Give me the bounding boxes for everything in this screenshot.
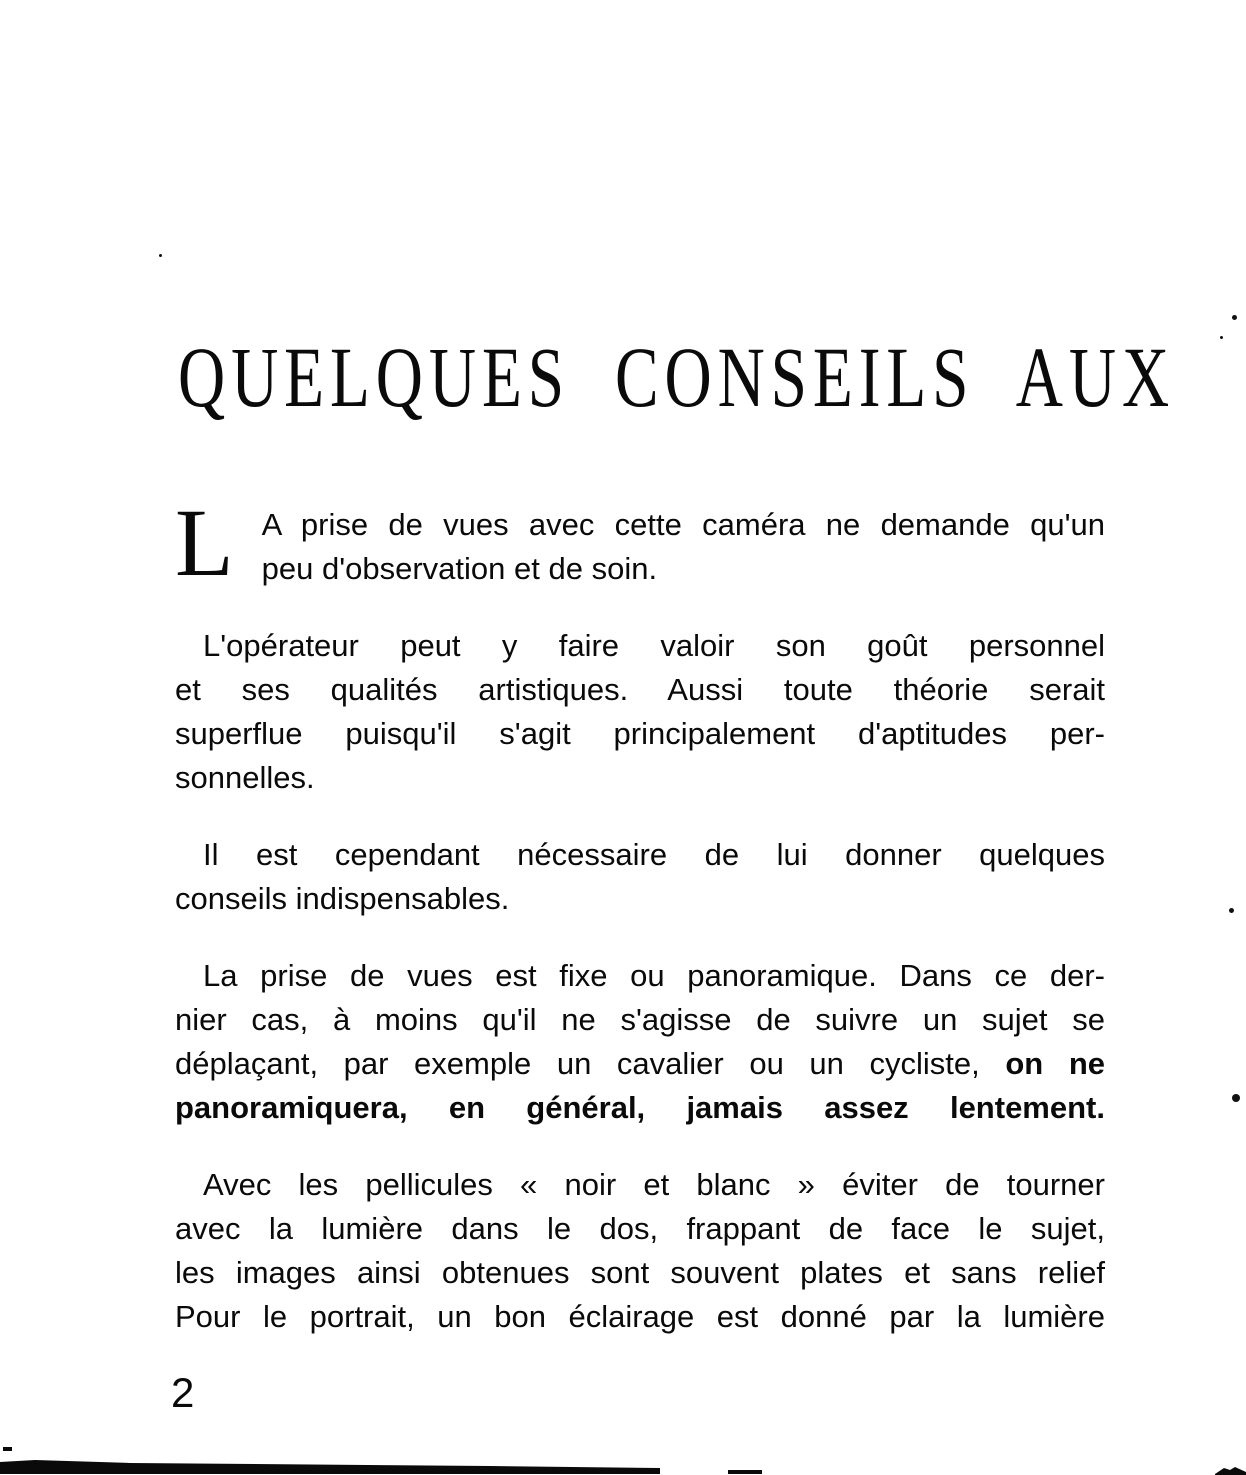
paragraph-operateur	[175, 624, 1105, 800]
scan-speck	[159, 254, 162, 257]
text-line: avec la lumière dans le dos, frappant de face le sujet,	[175, 1211, 1105, 1246]
text-line: A prise de vues avec cette caméra ne demande qu'un	[261, 507, 1105, 542]
text-line: peu d'observation et de soin.	[261, 551, 658, 586]
text-line: conseils indispensables.	[175, 881, 510, 916]
page-number: 2	[171, 1369, 195, 1416]
scan-speck	[1232, 1094, 1240, 1102]
scan-speck	[1232, 315, 1237, 320]
text-line	[175, 1042, 1105, 1086]
dropcap-letter: L	[175, 489, 234, 596]
paragraph-intro	[175, 489, 1105, 596]
text-line: Il est cependant nécessaire de lui donner quelques	[203, 837, 1105, 872]
paragraph-conseils	[175, 833, 1105, 921]
page-title: QUELQUES CONSEILS AUX	[178, 328, 1176, 425]
text-segment-bold: on ne	[1005, 1046, 1105, 1081]
paragraph-panoramique	[175, 954, 1105, 1130]
text-line: L'opérateur peut y faire valoir son goût personnel	[203, 628, 1105, 663]
text-line: Avec les pellicules « noir et blanc » éviter de tourner	[203, 1167, 1105, 1202]
paragraph-pellicules	[175, 1163, 1105, 1339]
text-line-bold: panoramiquera, en général, jamais assez lentement.	[175, 1090, 1105, 1125]
text-line: La prise de vues est fixe ou panoramique. Dans ce der-	[203, 958, 1105, 993]
text-segment: déplaçant, par exemple un cavalier ou un cycliste,	[175, 1046, 980, 1081]
scan-edge-artifact	[0, 1445, 1246, 1475]
text-line: superflue puisqu'il s'agit principalement d'aptitudes per-	[175, 716, 1105, 751]
scan-speck	[1220, 336, 1223, 339]
text-line: sonnelles.	[175, 760, 315, 795]
scan-speck	[1229, 908, 1234, 913]
text-line: et ses qualités artistiques. Aussi toute théorie serait	[175, 672, 1105, 707]
text-line: nier cas, à moins qu'il ne s'agisse de suivre un sujet se	[175, 1002, 1105, 1037]
text-line: les images ainsi obtenues sont souvent plates et sans relief	[175, 1255, 1105, 1290]
text-line: Pour le portrait, un bon éclairage est donné par la lumière	[175, 1299, 1105, 1334]
text-body	[175, 489, 1105, 1339]
